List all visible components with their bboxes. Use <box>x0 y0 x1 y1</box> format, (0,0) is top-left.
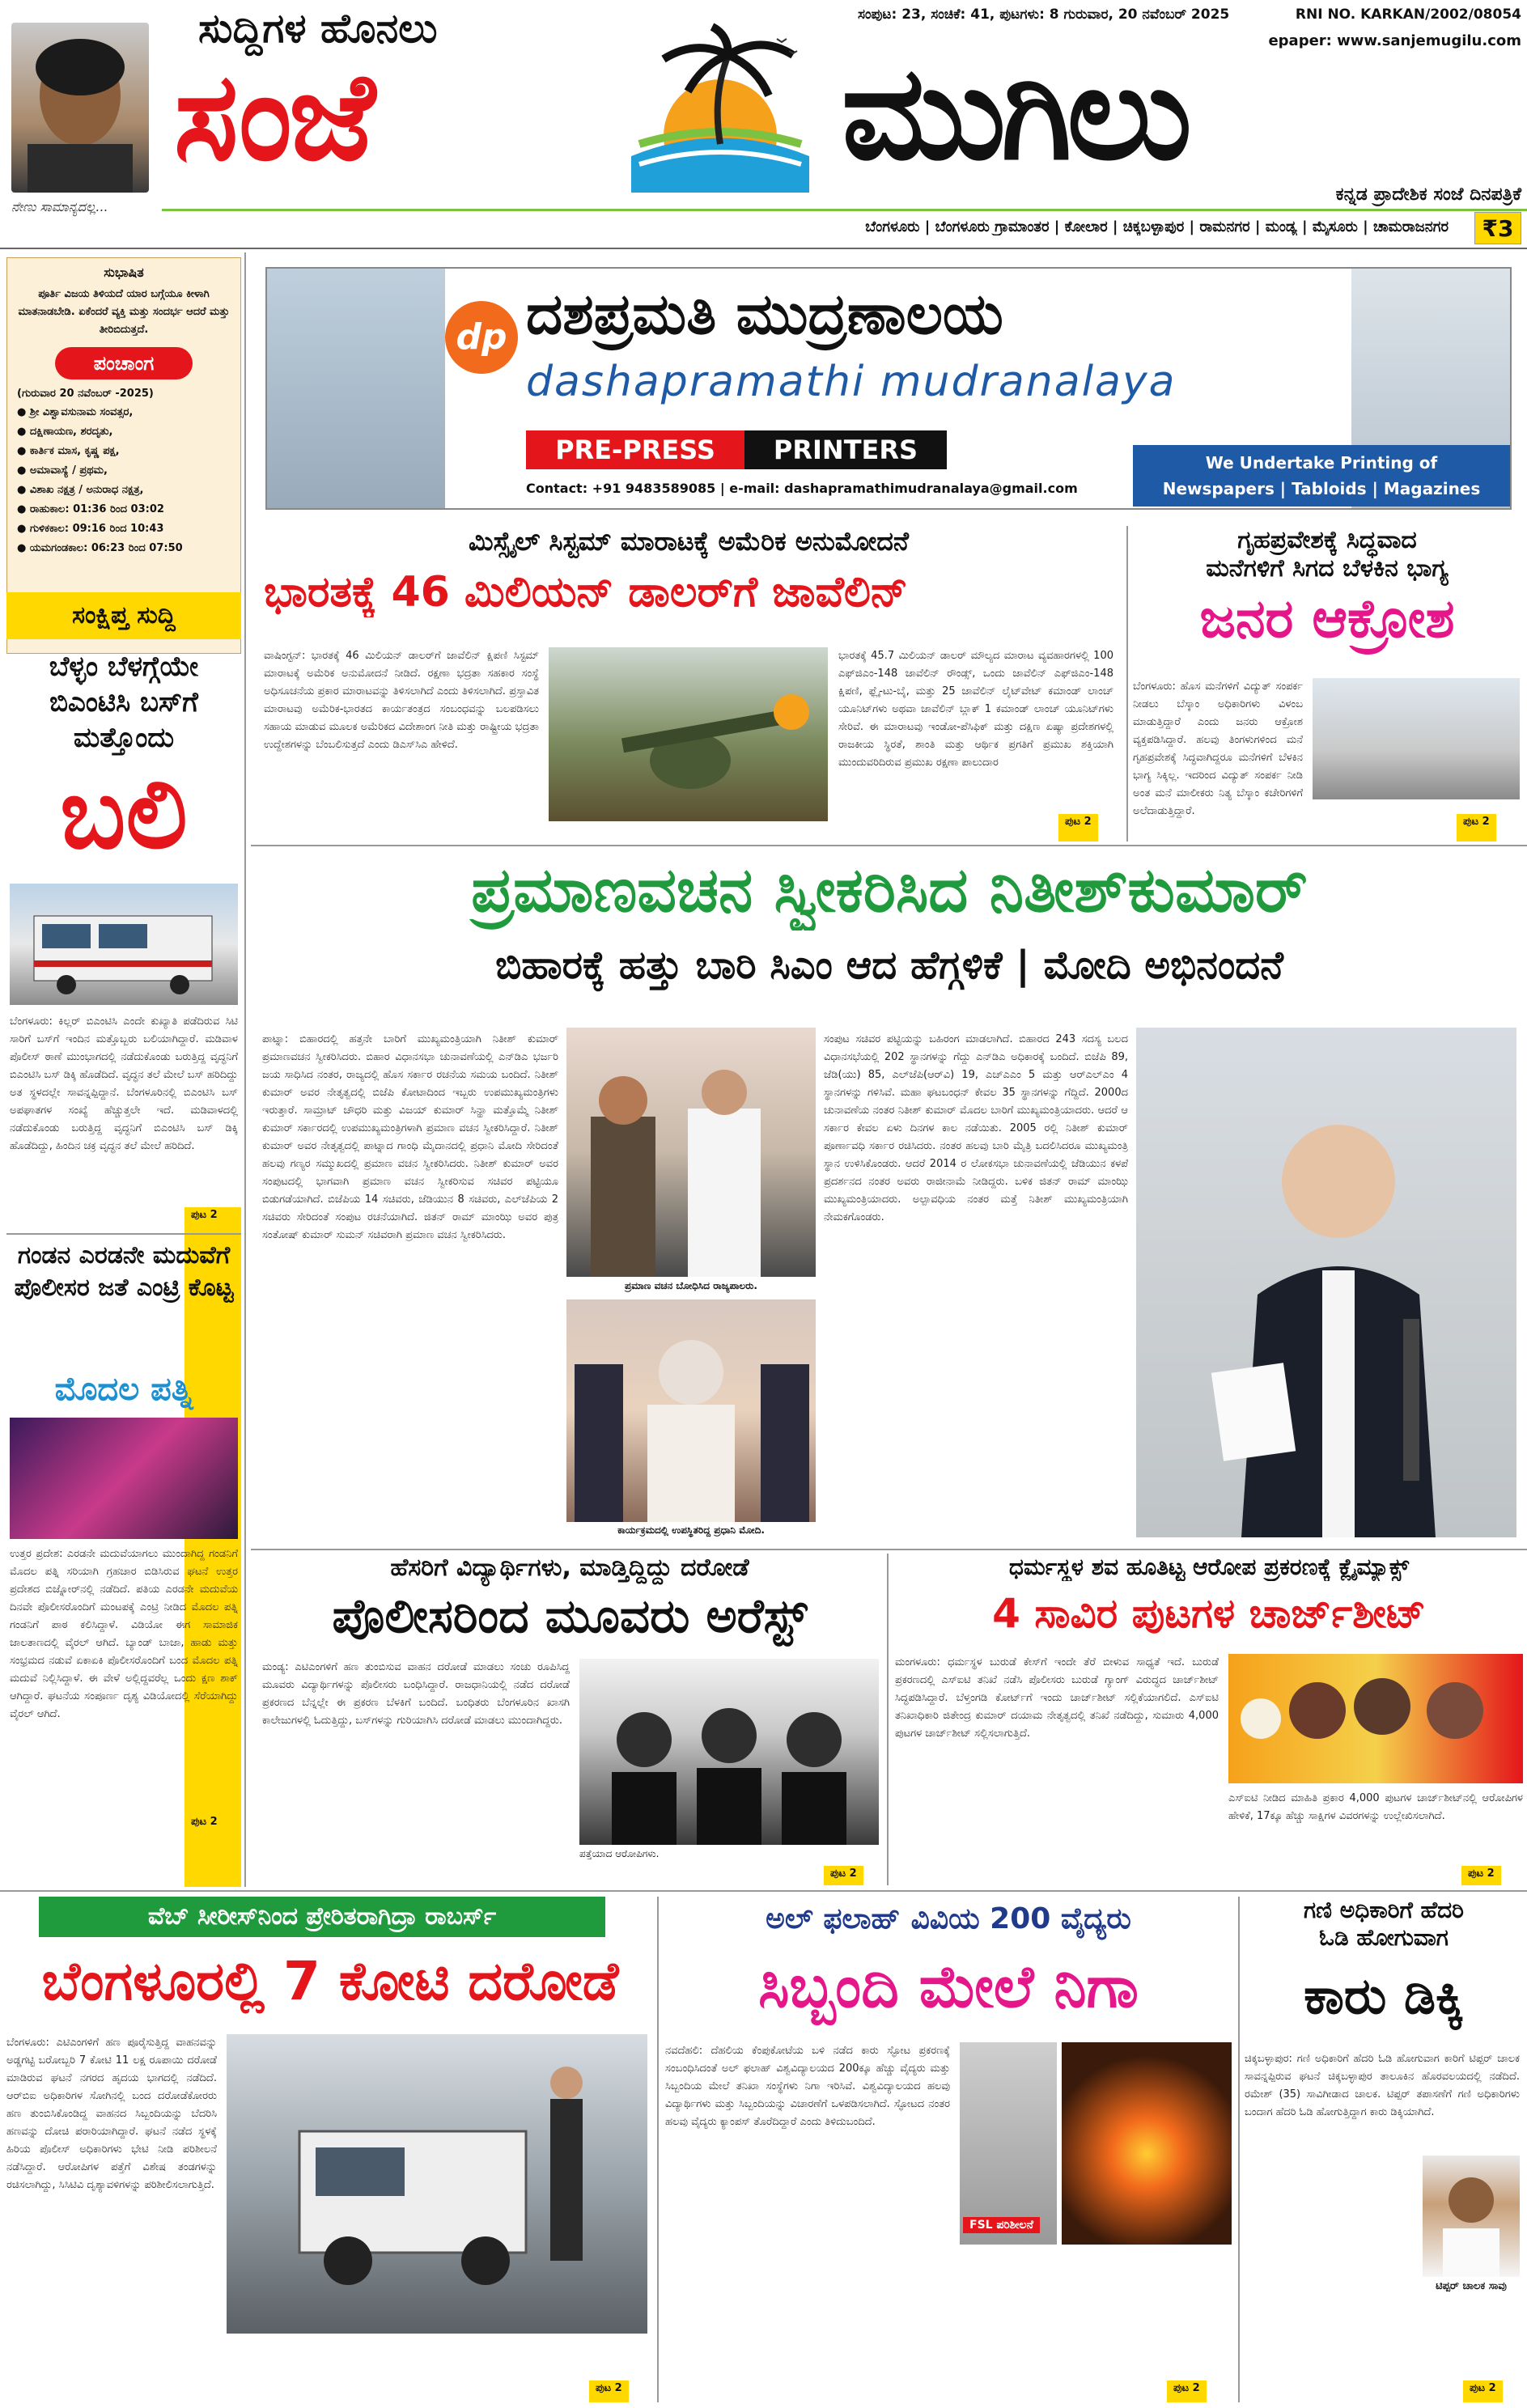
protest-continued[interactable]: ಪುಟ 2 <box>1457 814 1496 842</box>
ad-logo: dp <box>445 301 518 374</box>
sidebar-rule <box>244 252 246 1887</box>
timing-row: ● ಗುಳಿಕಕಾಲ: 09:16 ರಿಂದ 10:43 <box>17 523 164 535</box>
panchanga-item-text: ದಕ್ಷಿಣಾಯಣ, ಶರದೃತು, <box>29 426 113 438</box>
nitish-headline: ಪ್ರಮಾಣವಚನ ಸ್ವೀಕರಿಸಿದ ನಿತೀಶ್‌ಕುಮಾರ್ <box>471 854 1308 926</box>
governor-photo <box>566 1028 816 1277</box>
protest-text: ಬೆಂಗಳೂರು: ಹೊಸ ಮನೆಗಳಿಗೆ ವಿದ್ಯುತ್ ಸಂಪರ್ಕ ನೀಡಲು ಬೆಸ್ಕಾಂ ಅಧಿಕಾರಿಗಳು ವಿಳಂಬ ಮಾಡುತ್ತಿದ್ದಾರೆ ಎಂದು ಜನರು ಆಕ್ರೋಶ ವ್ಯಕ್ತಪಡಿಸಿದ್ದಾರೆ. ಹಲವು ತಿಂಗಳುಗಳಿಂದ ಮನೆ ಗೃಹಪ್ರವೇಶಕ್ಕೆ ಸಿದ್ಧವಾಗಿದ್ದರೂ ಮನೆಗಳಿಗೆ ಬೆಳಕಿನ ಭಾಗ್ಯ ಸಿಕ್ಕಿಲ್ಲ. ಇದರಿಂದ ವಿದ್ಯುತ್ ಸಂಪರ್ಕ ನೀಡಿ ಅಂತ ಮನೆ ಮಾಲೀಕರು ನಿತ್ಯ ಬೆಸ್ಕಾಂ ಕಚೇರಿಗಳಿಗೆ ಅಲೆದಾಡುತ್ತಿದ್ದಾರೆ. <box>1133 680 1303 817</box>
ad-photo-left <box>267 269 445 508</box>
panchanga-date: (ಗುರುವಾರ 20 ನವೆಂಬರ್ -2025) <box>17 388 154 400</box>
arrest-text: ಮಂಡ್ಯ: ಎಟಿಎಂಗಳಿಗೆ ಹಣ ತುಂಬಿಸುವ ವಾಹನ ದರೋಡೆ ಮಾಡಲು ಸಂಚು ರೂಪಿಸಿದ್ದ ಮೂವರು ವಿದ್ಯಾರ್ಥಿಗಳನ್ನು ಪೊಲೀಸರು ಬಂಧಿಸಿದ್ದಾರೆ. ರಾಜಧಾನಿಯಲ್ಲಿ ನಡೆದ ದರೋಡೆ ಪ್ರಕರಣದ ಬೆನ್ನಲ್ಲೇ ಈ ಪ್ರಕರಣ ಬೆಳಕಿಗೆ ಬಂದಿದೆ. ಬಂಧಿತರು ಬೆಂಗಳೂರಿನ ಖಾಸಗಿ ಕಾಲೇಜುಗಳಲ್ಲಿ ಓದುತ್ತಿದ್ದು, ಬಸ್‌ಗಳನ್ನು ಗುರಿಯಾಗಿಸಿ ದರೋಡೆ ಮಾಡಲು ಮುಂದಾಗಿದ್ದರು. <box>262 1661 570 1727</box>
founder-caption: ನೇಣು ಸಾಮಾನ್ಯದಲ್ಲ... <box>11 199 108 214</box>
robbery-headline: ಬೆಂಗಳೂರಲ್ಲಿ 7 ಕೋಟಿ ದರೋಡೆ <box>41 1950 619 2012</box>
masthead-tagline: ಸುದ್ದಿಗಳ ಹೊನಲು <box>198 4 438 52</box>
timing-row: ● ಯಮಗಂಡಕಾಲ: 06:23 ರಿಂದ 07:50 <box>17 542 183 554</box>
protest-photo <box>1313 678 1520 799</box>
arrest-story <box>257 1554 882 1885</box>
price-badge: ₹3 <box>1474 212 1521 244</box>
governor-caption: ಪ್ರಮಾಣ ವಚನ ಬೋಧಿಸಿದ ರಾಜ್ಯಪಾಲರು. <box>625 1280 757 1291</box>
masthead-title-right: ಮುಗಿಲು <box>842 37 1188 189</box>
panchanga-item: ● ಶ್ರೀ ವಿಶ್ವಾವಸುನಾಮ ಸಂವತ್ಸರ, <box>17 406 134 418</box>
ad-offer-line2: Newspapers | Tabloids | Magazines <box>1162 479 1481 498</box>
alfalah-text: ನವದೆಹಲಿ: ದೆಹಲಿಯ ಕೆಂಪುಕೋಟೆಯ ಬಳಿ ನಡೆದ ಕಾರು ಸ್ಫೋಟ ಪ್ರಕರಣಕ್ಕೆ ಸಂಬಂಧಿಸಿದಂತೆ ಅಲ್ ಫಲಾಹ್ ವಿಶ್ವವಿದ್ಯಾಲಯದ 200ಕ್ಕೂ ಹೆಚ್ಚು ವೈದ್ಯರು ಮತ್ತು ಸಿಬ್ಬಂದಿಯ ಮೇಲೆ ತನಿಖಾ ಸಂಸ್ಥೆಗಳು ನಿಗಾ ಇರಿಸಿವೆ. ವಿಶ್ವವಿದ್ಯಾಲಯದ ಹಲವು ವಿದ್ಯಾರ್ಥಿಗಳು ಮತ್ತು ಸಿಬ್ಬಂದಿಯನ್ನು ವಿಚಾರಣೆಗೆ ಒಳಪಡಿಸಲಾಗಿದೆ. ಸ್ಫೋಟದ ನಂತರ ಹಲವು ವೈದ್ಯರು ಕ್ಯಾಂಪಸ್ ತೊರೆದಿದ್ದಾರೆ ಎಂದು ತಿಳಿದುಬಂದಿದೆ. <box>665 2045 950 2128</box>
javelin-story <box>257 526 1120 842</box>
rni-number: RNI NO. KARKAN/2002/08054 <box>1295 6 1521 23</box>
masthead-title-left: ಸಂಜೆ <box>174 47 372 188</box>
bus-story-big: ಬಲಿ <box>60 758 188 871</box>
panchanga-item: ● ದಕ್ಷಿಣಾಯಣ, ಶರದೃತು, <box>17 426 113 438</box>
bus-story-head: ಬೆಳ್ಳಂ ಬೆಳಗ್ಗೆಯೇ ಬಿಎಂಟಿಸಿ ಬಸ್‌ಗೆ ಮತ್ತೊಂದು <box>49 651 199 754</box>
dharmasthala-headline: 4 ಸಾವಿರ ಪುಟಗಳ ಚಾರ್ಜ್‌ಶೀಟ್ <box>992 1590 1426 1637</box>
timing-value: 01:36 ರಿಂದ 03:02 <box>73 503 164 515</box>
top-section-rule <box>251 845 1527 846</box>
arrest-headline: ಪೊಲೀಸರಿಂದ ಮೂವರು ಅರೆಸ್ಟ್ <box>332 1588 808 1643</box>
accident-story <box>1245 1897 1523 2402</box>
javelin-photo <box>549 647 828 821</box>
dharmasthala-story <box>895 1554 1523 1885</box>
arrest-rule <box>887 1554 889 1885</box>
bus-photo <box>10 884 238 1005</box>
accident-kicker2: ಓಡಿ ಹೋಗುವಾಗ <box>1319 1924 1449 1951</box>
nitish-col3: ಸಂಪುಟ ಸಚಿವರ ಪಟ್ಟಿಯನ್ನು ಬಹಿರಂಗ ಮಾಡಲಾಗಿದೆ. ಬಿಹಾರದ 243 ಸದಸ್ಯ ಬಲದ ವಿಧಾನಸಭೆಯಲ್ಲಿ 202 ಸ್ಥಾನಗಳನ್ನು ಗೆದ್ದು ಎನ್‌ಡಿಎ ಅಧಿಕಾರಕ್ಕೆ ಬಂದಿದೆ. ಬಿಜೆಪಿ 89, ಜೆಡಿ(ಯು) 85, ಎಲ್‌ಜೆಪಿ(ಆರ್‌ವಿ) 19, ಎಚ್‌ಎಎಂ 5 ಮತ್ತು ಆರ್‌ಎಲ್‌ಎಂ 4 ಸ್ಥಾನಗಳನ್ನು ಗಳಿಸಿವೆ. ಮಹಾ ಘಟಬಂಧನ್ ಕೇವಲ 35 ಸ್ಥಾನಗಳನ್ನು ಗೆದ್ದಿದೆ. 2000ದ ಚುನಾವಣೆಯ ನಂತರ ನಿತೀಶ್ ಕುಮಾರ್ ಮೊದಲ ಬಾರಿಗೆ ಮುಖ್ಯಮಂತ್ರಿಯಾದರು. ಆದರೆ ಆ ಸರ್ಕಾರ ಕೇವಲ ಏಳು ದಿನಗಳ ಕಾಲ ನಡೆಯಿತು. 2005 ರಲ್ಲಿ ನಿತೀಶ್ ಕುಮಾರ್ ಪೂರ್ಣಾವಧಿ ಸರ್ಕಾರ ರಚಿಸಿದರು. ನಂತರ ಹಲವು ಬಾರಿ ಮೈತ್ರಿ ಬದಲಿಸಿದರೂ ಮುಖ್ಯಮಂತ್ರಿ ಸ್ಥಾನ ಉಳಿಸಿಕೊಂಡರು. ಆದರೆ 2014 ರ ಲೋಕಸಭಾ ಚುನಾವಣೆಯಲ್ಲಿ ಜೆಡಿಯುನ ಕಳಪೆ ಪ್ರದರ್ಶನದ ನಂತರ ಅವರು ರಾಜೀನಾಮೆ ನೀಡಿದ್ದರು. ಬಳಿಕ ಜಿತನ್ ರಾಮ್ ಮಾಂಝಿ ಮುಖ್ಯಮಂತ್ರಿಯಾದರು. ಅಲ್ಪಾವಧಿಯ ನಂತರ ಮತ್ತೆ ನಿತೀಶ್ ಮುಖ್ಯಮಂತ್ರಿಯಾಗಿ ನೇಮಕಗೊಂಡರು. <box>824 1033 1128 1223</box>
dharmasthala-text: ಮಂಗಳೂರು: ಧರ್ಮಸ್ಥಳ ಬುರುಡೆ ಕೇಸ್‌ಗೆ ಇಂದೇ ತೆರೆ ಬೀಳುವ ಸಾಧ್ಯತೆ ಇದೆ. ಬುರುಡೆ ಪ್ರಕರಣದಲ್ಲಿ ಎಸ್‌ಐಟಿ ತನಿಖೆ ನಡೆಸಿ ಪೊಲೀಸರು ಬುರುಡೆ ಗ್ಯಾಂಗ್ ವಿರುದ್ಧದ ಚಾರ್ಜ್‌ಶೀಟ್ ಸಿದ್ಧಪಡಿಸಿದ್ದಾರೆ. ಬೆಳ್ತಂಗಡಿ ಕೋರ್ಟ್‌ಗೆ ಇಂದು ಚಾರ್ಜ್‌ಶೀಟ್ ಸಲ್ಲಿಕೆಯಾಗಲಿದೆ. ಎಸ್‌ಐಟಿ ತನಿಖಾಧಿಕಾರಿ ಜಿತೇಂದ್ರ ಕುಮಾರ್ ದಯಾಮ ನೇತೃತ್ವದಲ್ಲಿ ತನಿಖೆ ನಡೆದಿದ್ದು, ಸುಮಾರು 4,000 ಪುಟಗಳ ಚಾರ್ಜ್‌ಶೀಟ್ ಸಲ್ಲಿಸಲಾಗುತ್ತಿದೆ. <box>895 1656 1219 1740</box>
palm-logo-icon <box>615 23 825 193</box>
masthead-descriptor: ಕನ್ನಡ ಪ್ರಾದೇಶಿಕ ಸಂಜೆ ದಿನಪತ್ರಿಕೆ <box>1335 184 1521 205</box>
javelin-col2: ಭಾರತಕ್ಕೆ 45.7 ಮಿಲಿಯನ್ ಡಾಲರ್ ಮೌಲ್ಯದ ಮಾರಾಟ ವ್ಯವಹಾರಗಳಲ್ಲಿ 100 ಎಫ್‌ಜಿಎಂ-148 ಜಾವೆಲಿನ್ ರೌಂಡ್ಸ್, ಒಂದು ಜಾವೆಲಿನ್ ಎಫ್‌ಜಿಎಂ-148 ಕ್ಷಿಪಣಿ, ಫ್ಲೈ-ಟು-ಬೈ, ಮತ್ತು 25 ಜಾವೆಲಿನ್ ಲೈಟ್‌ವೇಟ್ ಕಮಾಂಡ್ ಲಾಂಚ್ ಯೂನಿಟ್‌ಗಳು ಅಥವಾ ಜಾವೆಲಿನ್ ಬ್ಲಾಕ್ 1 ಕಮಾಂಡ್ ಲಾಂಚ್ ಯೂನಿಟ್‌ಗಳು ಸೇರಿವೆ. ಈ ಮಾರಾಟವು ಇಂಡೋ-ಪೆಸಿಫಿಕ್ ಮತ್ತು ದಕ್ಷಿಣ ಏಷ್ಯಾ ಪ್ರದೇಶಗಳಲ್ಲಿ ರಾಜಕೀಯ ಸ್ಥಿರತೆ, ಶಾಂತಿ ಮತ್ತು ಆರ್ಥಿಕ ಪ್ರಗತಿಗೆ ಪ್ರಮುಖ ಶಕ್ತಿಯಾಗಿ ಮುಂದುವರಿದಿರುವ ಪ್ರಮುಖ ರಕ್ಷಣಾ ಪಾಲುದಾರ <box>838 650 1113 769</box>
alfalah-photo-2 <box>1062 2042 1232 2245</box>
timing-row: ● ರಾಹುಕಾಲ: 01:36 ರಿಂದ 03:02 <box>17 503 164 515</box>
sidebar <box>6 252 241 1887</box>
arrest-kicker: ಹೆಸರಿಗೆ ವಿದ್ಯಾರ್ಥಿಗಳು, ಮಾಡ್ತಿದ್ದಿದ್ದು ದರೋಡೆ <box>390 1554 749 1582</box>
timing-label: ಗುಳಿಕಕಾಲ: <box>29 523 70 535</box>
brief-news-banner: ಸಂಕ್ಷಿಪ್ತ ಸುದ್ದಿ <box>6 592 241 639</box>
subhashita-title: ಸುಭಾಷಿತ <box>104 265 144 280</box>
panchanga-item: ● ವಿಶಾಖ ನಕ್ಷತ್ರ / ಅನುರಾಧ ನಕ್ಷತ್ರ, <box>17 484 144 496</box>
javelin-rule <box>1126 526 1128 842</box>
javelin-col1: ವಾಷಿಂಗ್ಟನ್: ಭಾರತಕ್ಕೆ 46 ಮಿಲಿಯನ್ ಡಾಲರ್‌ಗೆ ಜಾವೆಲಿನ್ ಕ್ಷಿಪಣಿ ಸಿಸ್ಟಮ್ ಮಾರಾಟಕ್ಕೆ ಅಮೆರಿಕ ಅನುಮೋದನೆ ನೀಡಿದೆ. ರಕ್ಷಣಾ ಭದ್ರತಾ ಸಹಕಾರ ಸಂಸ್ಥೆ ಅಧಿಸೂಚನೆಯ ಪ್ರಕಾರ ಮಾರಾಟವನ್ನು ತಿಳಿಸಲಾಗಿದೆ ಎಂದು ತಿಳಿಸಲಾಗಿದೆ. ಪ್ರಸ್ತಾವಿತ ಮಾರಾಟವು ಅಮೆರಿಕ-ಭಾರತದ ಕಾರ್ಯತಂತ್ರದ ಸಂಬಂಧವನ್ನು ಬಲಪಡಿಸಲು ಸಹಾಯ ಮಾಡುವ ಮೂಲಕ ಅಮೆರಿಕದ ವಿದೇಶಾಂಗ ನೀತಿ ಮತ್ತು ರಾಷ್ಟ್ರೀಯ ಭದ್ರತಾ ಉದ್ದೇಶಗಳನ್ನು ಬೆಂಬಲಿಸುತ್ತದೆ ಎಂದು ಡಿಎಸ್‌ಸಿಎ ಹೇಳಿದೆ. <box>264 650 539 751</box>
robbery-story <box>6 1897 654 2402</box>
founder-photo <box>11 23 149 193</box>
timing-value: 06:23 ರಿಂದ 07:50 <box>91 542 183 554</box>
nitish-subhead: ಬಿಹಾರಕ್ಕೆ ಹತ್ತು ಬಾರಿ ಸಿಎಂ ಆದ ಹೆಗ್ಗಳಿಕೆ | ಮೋದಿ ಅಭಿನಂದನೆ <box>495 943 1283 988</box>
protest-kicker2: ಮನೆಗಳಿಗೆ ಸಿಗದ ಬೆಳಕಿನ ಭಾಗ್ಯ <box>1206 554 1449 583</box>
accident-photo-caption: ಟಿಪ್ಪರ್ ಚಾಲಕ ಸಾವು <box>1436 2280 1507 2292</box>
ad-title-kn: ದಶಪ್ರಮತಿ ಮುದ್ರಣಾಲಯ <box>526 281 1003 347</box>
arrest-caption: ಪತ್ತೆಯಾದ ಆರೋಪಿಗಳು. <box>579 1848 660 1859</box>
masthead-rule <box>162 209 1527 211</box>
alfalah-continued[interactable]: ಪುಟ 2 <box>1167 2380 1207 2402</box>
robbery-text: ಬೆಂಗಳೂರು: ಎಟಿಎಂಗಳಿಗೆ ಹಣ ಪೂರೈಸುತ್ತಿದ್ದ ವಾಹನವನ್ನು ಅಡ್ಡಗಟ್ಟಿ ಬರೋಬ್ಬರಿ 7 ಕೋಟಿ 11 ಲಕ್ಷ ರೂಪಾಯಿ ದರೋಡೆ ಮಾಡಿರುವ ಘಟನೆ ನಗರದ ಹೃದಯ ಭಾಗದಲ್ಲಿ ನಡೆದಿದೆ. ಆರ್‌ಬಿಐ ಅಧಿಕಾರಿಗಳ ಸೋಗಿನಲ್ಲಿ ಬಂದ ದರೋಡೆಕೋರರು ಹಣ ತುಂಬಿಸಿಕೊಂಡಿದ್ದ ವಾಹನದ ಸಿಬ್ಬಂದಿಯನ್ನು ಬೆದರಿಸಿ ಹಣವನ್ನು ದೋಚಿ ಪರಾರಿಯಾಗಿದ್ದಾರೆ. ಘಟನೆ ನಡೆದ ಸ್ಥಳಕ್ಕೆ ಹಿರಿಯ ಪೊಲೀಸ್ ಅಧಿಕಾರಿಗಳು ಭೇಟಿ ನೀಡಿ ಪರಿಶೀಲನೆ ನಡೆಸಿದ್ದಾರೆ. ಆರೋಪಿಗಳ ಪತ್ತೆಗೆ ವಿಶೇಷ ತಂಡಗಳನ್ನು ರಚಿಸಲಾಗಿದ್ದು, ಸಿಸಿಟಿವಿ ದೃಶ್ಯಾವಳಿಗಳನ್ನು ಪರಿಶೀಲಿಸಲಾಗುತ್ತಿದೆ. <box>6 2037 217 2191</box>
ad-printers: PRINTERS <box>744 430 947 469</box>
nitish-col1: ಪಾಟ್ನಾ: ಬಿಹಾರದಲ್ಲಿ ಹತ್ತನೇ ಬಾರಿಗೆ ಮುಖ್ಯಮಂತ್ರಿಯಾಗಿ ನಿತೀಶ್ ಕುಮಾರ್ ಪ್ರಮಾಣವಚನ ಸ್ವೀಕರಿಸಿದರು. ಬಿಹಾರ ವಿಧಾನಸಭಾ ಚುನಾವಣೆಯಲ್ಲಿ ಎನ್‌ಡಿಎ ಭರ್ಜರಿ ಜಯ ಸಾಧಿಸಿದ ನಂತರ, ರಾಜ್ಯದಲ್ಲಿ ಹೊಸ ಸರ್ಕಾರ ರಚನೆಯ ಸಮಯ ಬಂದಿದೆ. ನಿತೀಶ್ ಕುಮಾರ್ ಅವರ ನೇತೃತ್ವದಲ್ಲಿ ಬಿಜೆಪಿ ಕೋಟಾದಿಂದ ಇಬ್ಬರು ಉಪಮುಖ್ಯಮಂತ್ರಿಗಳು ಇರುತ್ತಾರೆ. ಸಾಮ್ರಾಟ್ ಚೌಧರಿ ಮತ್ತು ವಿಜಯ್ ಕುಮಾರ್ ಸಿನ್ಹಾ ಮತ್ತೊಮ್ಮೆ ನಿತೀಶ್ ಕುಮಾರ್ ಸರ್ಕಾರದಲ್ಲಿ ಉಪಮುಖ್ಯಮಂತ್ರಿಗಳಾಗಿ ಪ್ರಮಾಣ ವಚನ ಸ್ವೀಕರಿಸಿದ್ದಾರೆ. ನಿತೀಶ್ ಕುಮಾರ್ ಅವರ ನೇತೃತ್ವದಲ್ಲಿ ಪಾಟ್ನಾದ ಗಾಂಧಿ ಮೈದಾನದಲ್ಲಿ ಪ್ರಧಾನಿ ಮೋದಿ ಸೇರಿದಂತೆ ಹಲವು ಗಣ್ಯರ ಸಮ್ಮುಖದಲ್ಲಿ ಪ್ರಮಾಣ ವಚನ ಸ್ವೀಕರಿಸಿದರು. ನಿತೀಶ್ ಕುಮಾರ್ ಅವರ ಸಂಪುಟದಲ್ಲಿ ಭಾಗವಾಗಿ ಪ್ರಮಾಣ ವಚನ ಸ್ವೀಕರಿಸುವ ಸಚಿವರ ಪಟ್ಟಿಯೂ ಬಿಡುಗಡೆಯಾಗಿದೆ. ಬಿಜೆಪಿಯ 14 ಸಚಿವರು, ಜೆಡಿಯುನ 8 ಸಚಿವರು, ಎಲ್‌ಜೆಪಿಯ 2 ಸಚಿವರು ಸೇರಿದಂತೆ ಸಂಪುಟ ರಚನೆಯಾಗಿದೆ. ಜಿತನ್ ರಾಮ್ ಮಾಂಝಿ ಅವರ ಪುತ್ರ ಸಂತೋಷ್ ಕುಮಾರ್ ಸುಮನ್ ಸಚಿವರಾಗಿ ಪ್ರಮಾಣ ವಚನ ಸ್ವೀಕರಿಸಿದರು. <box>262 1033 558 1241</box>
mid-section-rule <box>251 1549 1527 1550</box>
bus-story-continued[interactable]: ಪುಟ 2 <box>185 1207 241 1887</box>
javelin-kicker: ಮಿಸ್ಸೈಲ್ ಸಿಸ್ಟಮ್ ಮಾರಾಟಕ್ಕೆ ಅಮೆರಿಕ ಅನುಮೋದನೆ <box>469 526 909 557</box>
modi-caption: ಕಾರ್ಯಕ್ರಮದಲ್ಲಿ ಉಪಸ್ಥಿತರಿದ್ದ ಪ್ರಧಾನಿ ಮೋದಿ. <box>617 1524 765 1536</box>
dharmasthala-kicker: ಧರ್ಮಸ್ಥಳ ಶವ ಹೂತಿಟ್ಟ ಆರೋಪ ಪ್ರಕರಣಕ್ಕೆ ಕ್ಲೈಮ್ಯಾಕ್ಸ್ <box>1008 1554 1410 1580</box>
modi-photo <box>566 1299 816 1522</box>
robbery-kicker: ವೆಬ್ ಸೀರೀಸ್‌ನಿಂದ ಪ್ರೇರಿತರಾಗಿದ್ರಾ ರಾಬರ್ಸ್ <box>39 1897 605 1937</box>
timing-label: ಯಮಗಂಡಕಾಲ: <box>29 542 88 554</box>
javelin-headline: ಭಾರತಕ್ಕೆ 46 ಮಿಲಿಯನ್ ಡಾಲರ್‌ಗೆ ಜಾವೆಲಿನ್ <box>264 568 908 617</box>
panchanga-item-text: ಅಮಾವಾಸ್ಯೆ / ಪ್ರಥಮ, <box>29 464 108 477</box>
panchanga-list <box>17 403 231 558</box>
issue-info: ಸಂಪುಟ: 23, ಸಂಚಿಕೆ: 41, ಪುಟಗಳು: 8 ಗುರುವಾರ, 20 ನವೆಂಬರ್ 2025 <box>858 6 1230 23</box>
sidebar-divider <box>6 1233 241 1235</box>
protest-story <box>1133 526 1521 842</box>
panchanga-item-text: ಶ್ರೀ ವಿಶ್ವಾವಸುನಾಮ ಸಂವತ್ಸರ, <box>29 406 134 418</box>
ad-title-en: dashapramathi mudranalaya <box>526 358 1177 406</box>
alfalah-story <box>665 1897 1232 2402</box>
wife-story-big: ಮೊದಲ ಪತ್ನಿ <box>54 1371 193 1408</box>
arrest-photo <box>579 1659 879 1845</box>
epaper-link[interactable]: epaper: www.sanjemugilu.com <box>1268 32 1521 49</box>
ad-contact: Contact: +91 9483589085 | e-mail: dashapramathimudranalaya@gmail.com <box>526 481 1078 496</box>
alfalah-rule <box>1238 1897 1240 2402</box>
timing-label: ರಾಹುಕಾಲ: <box>29 503 70 515</box>
nitish-photo <box>1136 1028 1516 1537</box>
ad-offer-box <box>1133 445 1510 507</box>
robbery-rule <box>657 1897 659 2402</box>
panchanga-item: ● ಅಮಾವಾಸ್ಯೆ / ಪ್ರಥಮ, <box>17 464 108 477</box>
dharmasthala-text2: ಎಸ್‌ಐಟಿ ನೀಡಿದ ಮಾಹಿತಿ ಪ್ರಕಾರ 4,000 ಪುಟಗಳ ಚಾರ್ಜ್‌ಶೀಟ್‌ನಲ್ಲಿ ಆರೋಪಿಗಳ ಹೇಳಿಕೆ, 17ಕ್ಕೂ ಹೆಚ್ಚು ಸಾಕ್ಷಿಗಳ ವಿವರಗಳನ್ನು ಉಲ್ಲೇಖಿಸಲಾಗಿದೆ. <box>1228 1792 1523 1822</box>
bus-story-text: ಬೆಂಗಳೂರು: ಕಿಲ್ಲರ್ ಬಿಎಂಟಿಸಿ ಎಂದೇ ಕುಖ್ಯಾತಿ ಪಡೆದಿರುವ ಸಿಟಿ ಸಾರಿಗೆ ಬಸ್‌ಗೆ ಇಂದಿನ ಮತ್ತೊಬ್ಬರು ಬಲಿಯಾಗಿದ್ದಾರೆ. ಮಡಿವಾಳ ಪೊಲೀಸ್ ಠಾಣೆ ಮುಂಭಾಗದಲ್ಲಿ ನಡೆದುಕೊಂಡು ಬರುತ್ತಿದ್ದ ವೃದ್ಧನಿಗೆ ಬಿಎಂಟಿಸಿ ಬಸ್ ಡಿಕ್ಕಿ ಹೊಡೆದಿದೆ. ವೃದ್ಧನ ತಲೆ ಮೇಲೆ ಬಸ್ ಹರಿದಿದ್ದು ಅತ ಸ್ಥಳದಲ್ಲೇ ಸಾವನ್ನಪ್ಪಿದ್ದಾನೆ. ಬೆಂಗಳೂರಿನಲ್ಲಿ ಬಿಎಂಟಿಸಿ ಬಸ್ ಅಪಘಾತಗಳ ಸಂಖ್ಯೆ ಹೆಚ್ಚುತ್ತಲೇ ಇದೆ. ಮಡಿವಾಳದಲ್ಲಿ ನಡೆದುಕೊಂಡು ಬರುತ್ತಿದ್ದ ವೃದ್ಧನಿಗೆ ಬಿಎಂಟಿಸಿ ಬಸ್ ಡಿಕ್ಕಿ ಹೊಡೆದಿದ್ದು, ಹಿಂದಿನ ಚಕ್ರ ವೃದ್ಧನ ತಲೆ ಮೇಲೆ ಹರಿದಿದೆ. <box>10 1015 238 1152</box>
printing-ad[interactable] <box>265 267 1512 510</box>
masthead-bottom-rule <box>0 248 1527 249</box>
subhashita-text: ಪೂರ್ತಿ ವಿಜಯ ತಿಳಿಯದೆ ಯಾರ ಬಗ್ಗೆಯೂ ಕೀಳಾಗಿ ಮಾತನಾಡಬೇಡಿ. ಏಕೆಂದರೆ ವ್ಯಕ್ತಿ ಮತ್ತು ಸಂದರ್ಭ ಆದರೆ ಮತ್ತು ತೀರಿಬಿದುತ್ತದೆ. <box>18 288 230 336</box>
wife-story-continued[interactable]: ಪುಟ 2 <box>185 1814 241 1887</box>
ad-offer-line1: We Undertake Printing of <box>1205 453 1438 473</box>
alfalah-kicker: ಅಲ್ ಫಲಾಹ್ ವಿವಿಯ 200 ವೈದ್ಯರು <box>766 1902 1131 1935</box>
arrest-continued[interactable]: ಪುಟ 2 <box>824 1866 863 1885</box>
alfalah-headline: ಸಿಬ್ಬಂದಿ ಮೇಲೆ ನಿಗಾ <box>758 1952 1139 2020</box>
accident-headline: ಕಾರು ಡಿಕ್ಕಿ <box>1304 1966 1464 2025</box>
panchanga-item-text: ಕಾರ್ತಿಕ ಮಾಸ, ಕೃಷ್ಣ ಪಕ್ಷ, <box>29 445 120 457</box>
panchanga-title: ಪಂಚಾಂಗ <box>55 347 193 379</box>
accident-text: ಚಿಕ್ಕಬಳ್ಳಾಪುರ: ಗಣಿ ಅಧಿಕಾರಿಗೆ ಹೆದರಿ ಓಡಿ ಹೋಗುವಾಗ ಕಾರಿಗೆ ಟಿಪ್ಪರ್ ಚಾಲಕ ಸಾವನ್ನಪ್ಪಿರುವ ಘಟನೆ ಚಿಕ್ಕಬಳ್ಳಾಪುರ ತಾಲೂಕಿನ ಹೊರವಲಯದಲ್ಲಿ ನಡೆದಿದೆ. ರಮೇಶ್ (35) ಸಾವಿಗೀಡಾದ ಚಾಲಕ. ಟಿಪ್ಪರ್ ತಪಾಸಣೆಗೆ ಗಣಿ ಅಧಿಕಾರಿಗಳು ಬಂದಾಗ ಹೆದರಿ ಓಡಿ ಹೋಗುತ್ತಿದ್ದಾಗ ಕಾರು ಡಿಕ್ಕಿಯಾಗಿದೆ. <box>1245 2053 1520 2118</box>
javelin-continued[interactable]: ಪುಟ 2 <box>1058 814 1098 842</box>
wife-photo <box>10 1418 238 1539</box>
panchanga-item-text: ವಿಶಾಖ ನಕ್ಷತ್ರ / ಅನುರಾಧ ನಕ್ಷತ್ರ, <box>29 484 144 496</box>
fsl-badge: FSL ಪರಿಶೀಲನೆ <box>963 2217 1040 2233</box>
timing-value: 09:16 ರಿಂದ 10:43 <box>72 523 164 535</box>
bottom-section-rule <box>0 1890 1527 1892</box>
dharmasthala-continued[interactable]: ಪುಟ 2 <box>1461 1866 1501 1885</box>
ad-prepress: PRE-PRESS <box>526 430 744 469</box>
panchanga-item: ● ಕಾರ್ತಿಕ ಮಾಸ, ಕೃಷ್ಣ ಪಕ್ಷ, <box>17 445 120 457</box>
editions-list: ಬೆಂಗಳೂರು | ಬೆಂಗಳೂರು ಗ್ರಾಮಾಂತರ | ಕೋಲಾರ | ಚಿಕ್ಕಬಳ್ಳಾಪುರ | ರಾಮನಗರ | ಮಂಡ್ಯ | ಮೈಸೂರು | ಚಾಮರಾಜನಗರ <box>865 218 1449 235</box>
robbery-continued[interactable]: ಪುಟ 2 <box>589 2380 629 2402</box>
accident-kicker1: ಗಣಿ ಅಧಿಕಾರಿಗೆ ಹೆದರಿ <box>1304 1897 1464 1923</box>
protest-kicker1: ಗೃಹಪ್ರವೇಶಕ್ಕೆ ಸಿದ್ಧವಾದ <box>1237 526 1417 554</box>
dharmasthala-photo <box>1228 1654 1523 1783</box>
nitish-story <box>257 850 1521 1545</box>
robbery-photo <box>227 2034 647 2334</box>
protest-headline: ಜನರ ಆಕ್ರೋಶ <box>1199 587 1455 650</box>
wife-story-text: ಉತ್ತರ ಪ್ರದೇಶ: ಎರಡನೇ ಮದುವೆಯಾಗಲು ಮುಂದಾಗಿದ್ದ ಗಂಡನಿಗೆ ಮೊದಲ ಪತ್ನಿ ಸರಿಯಾಗಿ ಗ್ರಹಚಾರ ಬಿಡಿಸಿರುವ ಘಟನೆ ಉತ್ತರ ಪ್ರದೇಶದ ಬಿಜ್ನೋರ್‌ನಲ್ಲಿ ನಡೆದಿದೆ. ಪತಿಯ ಎರಡನೇ ಮದುವೆಯ ದಿನವೇ ಪೊಲೀಸರೊಂದಿಗೆ ಮಂಟಪಕ್ಕೆ ಎಂಟ್ರಿ ನೀಡಿದ ಮೊದಲ ಪತ್ನಿ ಗಂಡನಿಗೆ ಪಾಠ ಕಲಿಸಿದ್ದಾಳೆ. ವಿಡಿಯೋ ಈಗ ಸಾಮಾಜಿಕ ಜಾಲತಾಣದಲ್ಲಿ ವೈರಲ್ ಆಗಿದೆ. ಬ್ಯಾಂಡ್ ಬಾಜಾ, ಹಾಡು ಮತ್ತು ಸಂಭ್ರಮದ ನಡುವೆ ಏಕಾಏಕಿ ಪೊಲೀಸರೊಂದಿಗೆ ಬಂದ ಮೊದಲ ಪತ್ನಿ ಮದುವೆ ನಿಲ್ಲಿಸಿದ್ದಾಳೆ. ಈ ವೇಳೆ ಅಲ್ಲಿದ್ದವರೆಲ್ಲ ಒಂದು ಕ್ಷಣ ಶಾಕ್ ಆಗಿದ್ದಾರೆ. ಘಟನೆಯ ಸಂಪೂರ್ಣ ದೃಶ್ಯ ವಿಡಿಯೋದಲ್ಲಿ ಸೆರೆಯಾಗಿದ್ದು ವೈರಲ್ ಆಗಿದೆ. <box>10 1548 238 1720</box>
alfalah-photo-1 <box>960 2042 1057 2245</box>
accident-photo <box>1423 2156 1520 2277</box>
accident-continued[interactable]: ಪುಟ 2 <box>1463 2380 1503 2402</box>
wife-story-head: ಗಂಡನ ಎರಡನೇ ಮದುವೆಗೆ ಪೊಲೀಸರ ಜತೆ ಎಂಟ್ರಿ ಕೊಟ್ಟ <box>14 1241 234 1302</box>
masthead <box>0 0 1527 247</box>
